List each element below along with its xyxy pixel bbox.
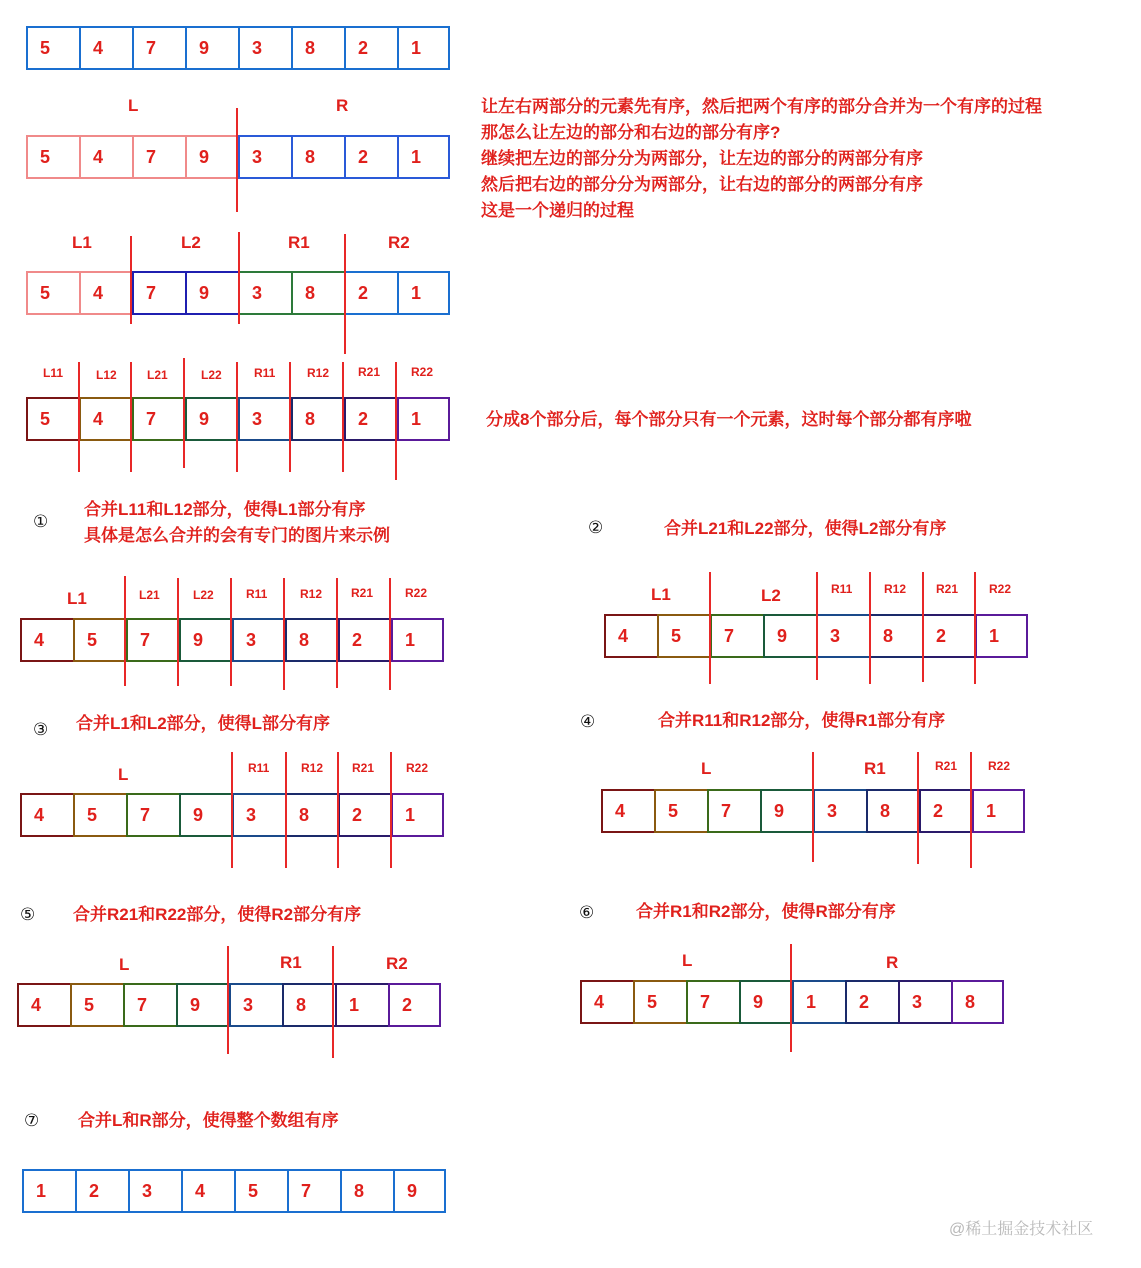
array-cell: 9 [760, 789, 813, 833]
array-cell: 5 [26, 271, 79, 315]
label-L2: L2 [181, 233, 201, 252]
array-cell: 1 [391, 618, 444, 662]
divider-line [970, 752, 972, 868]
array-cell: 7 [686, 980, 739, 1024]
array-cell: 1 [972, 789, 1025, 833]
note-line: 合并L11和L12部分，使得L1部分有序 [84, 500, 366, 519]
array-cell: 4 [604, 614, 657, 658]
array-cell: 2 [388, 983, 441, 1027]
divider-line [236, 108, 238, 212]
array-cell: 5 [26, 135, 79, 179]
divider-line [812, 752, 814, 862]
divider-line [816, 572, 818, 680]
label-R1: R1 [288, 233, 310, 252]
array-cell: 1 [22, 1169, 75, 1213]
label-R11: R11 [246, 587, 268, 601]
step-3-description: 合并L1和L2部分，使得L部分有序 [76, 714, 331, 733]
note-line: 那怎么让左边的部分和右边的部分有序? [481, 123, 781, 142]
array-cell: 2 [845, 980, 898, 1024]
label-L: L [118, 765, 129, 784]
divider-line [869, 572, 871, 684]
array-cell: 4 [601, 789, 654, 833]
explanation-notes [481, 94, 1042, 224]
label-L21: L21 [139, 588, 160, 602]
divider-line [124, 576, 126, 686]
array-cell: 1 [397, 397, 450, 441]
array-cell: 5 [633, 980, 686, 1024]
array-cell: 8 [340, 1169, 393, 1213]
label-R12: R12 [301, 761, 324, 775]
array-cell: 4 [79, 271, 132, 315]
array-cell: 2 [344, 135, 397, 179]
array-cell: 7 [132, 135, 185, 179]
label-R21: R21 [352, 761, 375, 775]
array-cell: 3 [238, 135, 291, 179]
array-cell: 1 [975, 614, 1028, 658]
array-cell: 4 [79, 26, 132, 70]
array-cell: 8 [869, 614, 922, 658]
note-line: 具体是怎么合并的会有专门的图片来示例 [84, 526, 390, 545]
divider-line [130, 236, 132, 324]
step-number-1: ① [33, 512, 49, 531]
divider-line [709, 572, 711, 684]
array-row-step-1 [20, 618, 444, 662]
label-R21: R21 [351, 586, 374, 600]
divider-line [395, 362, 397, 480]
array-row-initial [26, 26, 450, 70]
array-cell: 7 [132, 397, 185, 441]
array-cell: 2 [919, 789, 972, 833]
divider-line [790, 944, 792, 1052]
label-L21: L21 [147, 368, 168, 382]
array-cell: 2 [75, 1169, 128, 1213]
array-cell: 3 [816, 614, 869, 658]
array-cell: 7 [126, 793, 179, 837]
divider-line [289, 362, 291, 472]
array-cell: 9 [179, 793, 232, 837]
label-R12: R12 [884, 582, 907, 596]
divider-line [342, 362, 344, 472]
label-R22: R22 [406, 761, 429, 775]
divider-line [236, 362, 238, 472]
array-cell: 3 [898, 980, 951, 1024]
step-5-description: 合并R21和R22部分，使得R2部分有序 [73, 905, 362, 924]
array-cell: 1 [397, 135, 450, 179]
label-R: R [886, 953, 899, 972]
label-L: L [682, 951, 693, 970]
array-cell: 8 [866, 789, 919, 833]
label-R: R [336, 96, 349, 115]
array-cell: 1 [391, 793, 444, 837]
array-cell: 7 [710, 614, 763, 658]
divider-line [344, 234, 346, 354]
array-cell: 1 [397, 26, 450, 70]
label-L1: L1 [67, 589, 87, 608]
note-line: 这是一个递归的过程 [481, 201, 634, 220]
array-cell: 2 [922, 614, 975, 658]
step-number-6: ⑥ [579, 903, 595, 922]
step-4-description: 合并R11和R12部分，使得R1部分有序 [658, 711, 946, 730]
step-number-7: ⑦ [24, 1111, 40, 1130]
array-cell: 5 [26, 26, 79, 70]
step-2-description: 合并L21和L22部分，使得L2部分有序 [664, 519, 947, 538]
label-L1: L1 [72, 233, 92, 252]
label-R22: R22 [989, 582, 1012, 596]
divider-line [336, 578, 338, 688]
array-cell: 4 [20, 793, 73, 837]
label-R2: R2 [388, 233, 410, 252]
label-R12: R12 [300, 587, 323, 601]
array-cell: 8 [282, 983, 335, 1027]
divider-line [337, 752, 339, 868]
divider-line [130, 362, 132, 472]
array-row-split-2 [26, 135, 450, 179]
array-cell: 9 [763, 614, 816, 658]
step-1-description [84, 497, 390, 549]
label-R22: R22 [405, 586, 428, 600]
array-cell: 8 [951, 980, 1004, 1024]
array-cell: 9 [185, 397, 238, 441]
step-6-description: 合并R1和R2部分，使得R部分有序 [636, 902, 896, 921]
divider-line [238, 232, 240, 324]
array-cell: 3 [232, 618, 285, 662]
label-R12: R12 [307, 366, 330, 380]
array-cell: 4 [79, 135, 132, 179]
array-cell: 4 [580, 980, 633, 1024]
label-L2: L2 [761, 586, 781, 605]
label-L: L [119, 955, 130, 974]
step-number-2: ② [588, 518, 604, 537]
divider-line [974, 572, 976, 684]
divider-line [231, 752, 233, 868]
label-L: L [701, 759, 712, 778]
note-line: 继续把左边的部分分为两部分，让左边的部分的两部分有序 [481, 149, 923, 168]
label-L1: L1 [651, 585, 671, 604]
divider-line [390, 752, 392, 868]
divider-line [78, 362, 80, 472]
label-R21: R21 [935, 759, 958, 773]
step-number-5: ⑤ [20, 905, 36, 924]
label-L11: L11 [43, 366, 64, 380]
label-L: L [128, 96, 139, 115]
array-cell: 8 [285, 618, 338, 662]
label-R21: R21 [936, 582, 959, 596]
note-line: 然后把右边的部分分为两部分，让右边的部分的两部分有序 [481, 175, 923, 194]
array-cell: 2 [344, 397, 397, 441]
array-cell: 2 [338, 618, 391, 662]
array-cell: 5 [26, 397, 79, 441]
divider-line [230, 578, 232, 686]
divider-line [917, 752, 919, 864]
array-cell: 7 [287, 1169, 340, 1213]
array-cell: 2 [344, 26, 397, 70]
array-cell: 9 [179, 618, 232, 662]
array-cell: 4 [20, 618, 73, 662]
divider-line [389, 578, 391, 690]
label-R2: R2 [386, 954, 408, 973]
label-R22: R22 [411, 365, 434, 379]
array-cell: 5 [73, 793, 126, 837]
array-cell: 4 [17, 983, 70, 1027]
array-cell: 5 [70, 983, 123, 1027]
array-cell: 7 [123, 983, 176, 1027]
array-cell: 5 [654, 789, 707, 833]
array-cell: 3 [238, 271, 291, 315]
label-R11: R11 [254, 366, 276, 380]
label-R11: R11 [248, 761, 270, 775]
array-cell: 8 [291, 135, 344, 179]
label-R22: R22 [988, 759, 1011, 773]
divider-line [922, 572, 924, 682]
array-cell: 1 [792, 980, 845, 1024]
array-cell: 5 [73, 618, 126, 662]
array-cell: 9 [739, 980, 792, 1024]
label-L22: L22 [201, 368, 222, 382]
array-cell: 8 [291, 26, 344, 70]
note-line: 让左右两部分的元素先有序，然后把两个有序的部分合并为一个有序的过程 [481, 97, 1042, 116]
array-cell: 7 [126, 618, 179, 662]
note-split-8: 分成8个部分后，每个部分只有一个元素，这时每个部分都有序啦 [486, 410, 972, 429]
array-cell: 4 [79, 397, 132, 441]
divider-line [227, 946, 229, 1054]
array-cell: 1 [397, 271, 450, 315]
array-cell: 9 [185, 271, 238, 315]
array-cell: 8 [285, 793, 338, 837]
divider-line [183, 358, 185, 468]
array-cell: 8 [291, 397, 344, 441]
array-cell: 7 [707, 789, 760, 833]
array-cell: 3 [238, 397, 291, 441]
label-R1: R1 [280, 953, 302, 972]
array-cell: 2 [344, 271, 397, 315]
array-row-step-5 [17, 983, 441, 1027]
array-cell: 3 [128, 1169, 181, 1213]
array-cell: 3 [232, 793, 285, 837]
array-row-step-6 [580, 980, 1004, 1024]
step-number-4: ④ [580, 712, 596, 731]
label-R11: R11 [831, 582, 853, 596]
watermark: @稀土掘金技术社区 [949, 1221, 1094, 1238]
array-cell: 3 [229, 983, 282, 1027]
array-cell: 2 [338, 793, 391, 837]
array-cell: 9 [393, 1169, 446, 1213]
array-cell: 5 [234, 1169, 287, 1213]
divider-line [285, 752, 287, 868]
array-cell: 3 [813, 789, 866, 833]
array-cell: 7 [132, 26, 185, 70]
array-row-split-8 [26, 397, 450, 441]
step-7-description: 合并L和R部分，使得整个数组有序 [78, 1111, 339, 1130]
label-R21: R21 [358, 365, 381, 379]
array-cell: 9 [185, 26, 238, 70]
divider-line [177, 578, 179, 686]
array-cell: 3 [238, 26, 291, 70]
array-cell: 9 [185, 135, 238, 179]
array-cell: 8 [291, 271, 344, 315]
label-L22: L22 [193, 588, 214, 602]
array-cell: 9 [176, 983, 229, 1027]
array-row-step-7 [22, 1169, 446, 1213]
label-R1: R1 [864, 759, 886, 778]
divider-line [283, 578, 285, 690]
label-L12: L12 [96, 368, 117, 382]
step-number-3: ③ [33, 720, 49, 739]
divider-line [332, 946, 334, 1058]
array-cell: 5 [657, 614, 710, 658]
array-cell: 1 [335, 983, 388, 1027]
array-cell: 7 [132, 271, 185, 315]
array-cell: 4 [181, 1169, 234, 1213]
